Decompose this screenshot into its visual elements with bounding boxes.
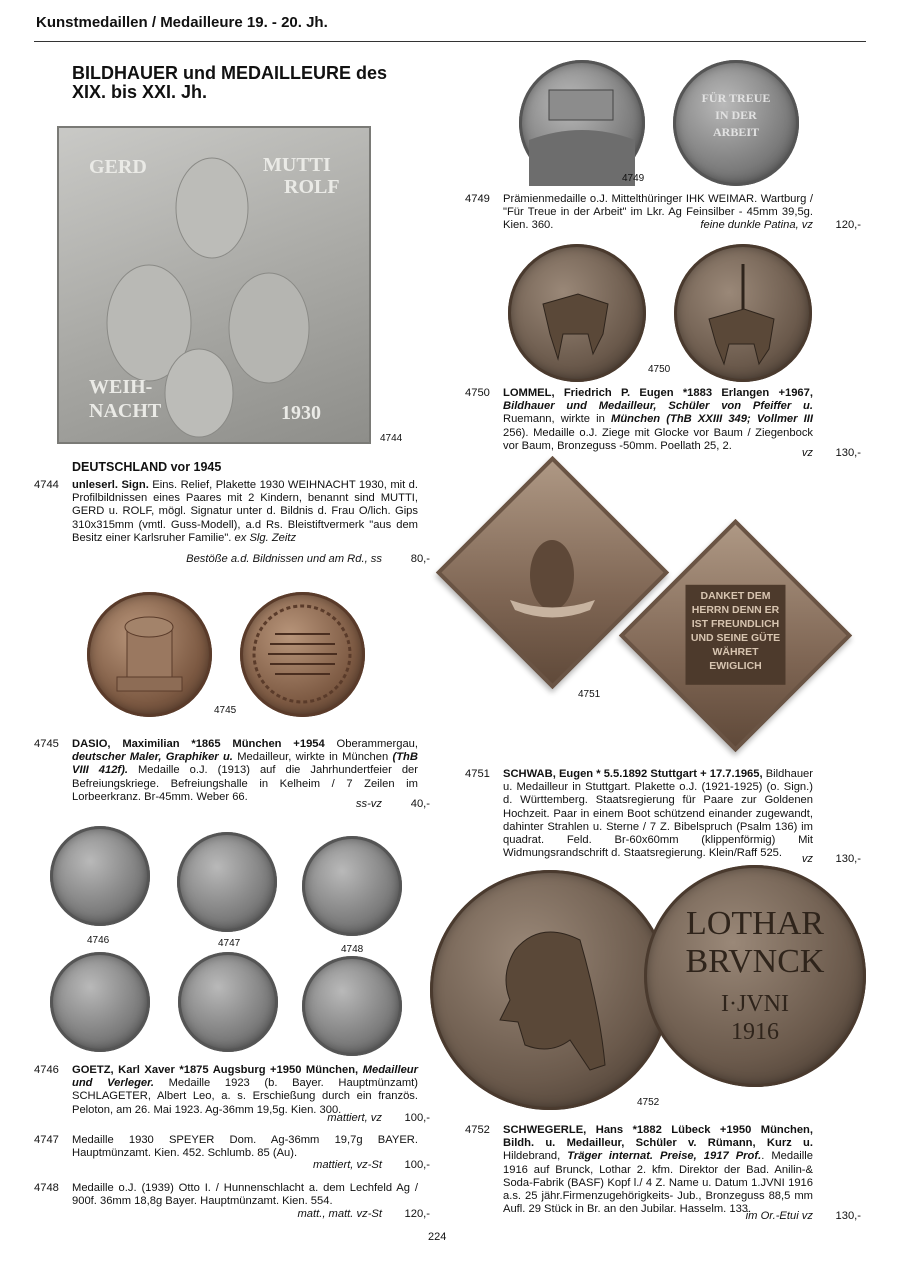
medal-4750-reverse: [674, 244, 812, 382]
lot-text: Ruemann, wirkte in: [503, 413, 612, 426]
caption-4752: 4752: [637, 1097, 660, 1108]
caption-4748: 4748: [341, 944, 364, 955]
medal-4752-rev-line3: I·JVNI: [721, 991, 789, 1017]
plaquette-4751-reverse-text: DANKET DEM HERRN DENN ER IST FREUNDLICH UND SEINE GÜTE WÄHRET EWIGLICH: [686, 585, 786, 685]
medal-4748-reverse: [302, 956, 402, 1056]
running-header: Kunstmedaillen / Medailleure 19. - 20. Jh.: [36, 14, 328, 31]
caption-4751: 4751: [578, 689, 601, 700]
lot-4750: [465, 387, 861, 467]
lot-artist: GOETZ, Karl Xaver *1875 Augsburg +1950 München,: [72, 1064, 359, 1076]
caption-4749: 4749: [622, 173, 645, 184]
lot-profession: deutscher Maler, Graphiker u.: [72, 751, 233, 764]
lot-price: 120,-: [835, 219, 861, 231]
lot-profession: Medailleur und Verleger.: [72, 1064, 418, 1090]
lot-description: [503, 387, 813, 453]
lot-description: [72, 479, 418, 545]
lot-price: 100,-: [404, 1159, 430, 1171]
lot-provenance: ex Slg. Zeitz: [234, 531, 297, 544]
medal-4746-reverse: [50, 952, 150, 1052]
lot-text: Medaille o.J. (1913) auf die Jahrhundertfeier der Befreiungskriege. Befreiungshalle in Kelheim / 7 Zeilen im Lorbeerkranz. Br-45mm. Weber 66.: [72, 764, 418, 803]
lot-condition: vz: [801, 853, 813, 865]
medal-4752-rev-line1: LOTHAR: [686, 905, 824, 942]
lot-price: 40,-: [410, 798, 430, 810]
lot-4744: [34, 479, 430, 571]
lot-reference: München (ThB XXIII 349; Vollmer III: [611, 413, 813, 426]
lot-number: 4745: [34, 738, 59, 750]
lot-number: 4752: [465, 1124, 490, 1136]
plaque-text-weih: WEIH-: [89, 376, 153, 398]
lot-text: 256).: [503, 426, 534, 439]
plaque-text-year: 1930: [281, 402, 321, 424]
lot-condition: im Or.-Etui vz: [745, 1210, 813, 1222]
header-rule: [34, 41, 866, 42]
lot-number: 4744: [34, 479, 59, 491]
lot-profession: Bildhauer und Medailleur, Schüler von Pfeiffer u.: [503, 400, 813, 413]
lot-number: 4750: [465, 387, 490, 399]
lot-artist: LOMMEL, Friedrich P. Eugen *1883 Erlangen +1967,: [503, 387, 813, 399]
lot-condition: mattiert, vz: [327, 1112, 382, 1124]
lot-4748: [34, 1182, 430, 1222]
lot-text: Bildhauer u. Medailleur in Stuttgart. Plakette o.J. (1921-1925) (o. Sign.) d. Württemberg. Staatsregierung für Paare zur Goldenen Hochzeit. Paar in einem Boot schützend einander zugewandt, dahinter Strahlen u. Sterne / 7 Z. Bibelspruch (Psalm 136) im quadrat. Feld. Br-60x60mm (klippenförmig) Mit Widmungsrandschrift d. Staatsregierung. Klein/Raff 525.: [503, 768, 813, 860]
medal-4749-reverse-text: FÜR TREUE IN DER ARBEIT: [701, 91, 771, 139]
lot-condition: vz: [801, 447, 813, 459]
lot-number: 4747: [34, 1134, 59, 1146]
medal-4752-rev-line2: BRVNCK: [685, 943, 825, 980]
medal-4752-reverse: [644, 865, 866, 1087]
lot-description: [72, 738, 418, 804]
caption-4744: 4744: [380, 433, 403, 444]
medal-4752-obverse: [430, 870, 670, 1110]
caption-4745: 4745: [214, 705, 237, 716]
lot-artist: DASIO, Maximilian *1865 München +1954: [72, 738, 325, 750]
lot-text: Medaille o.J. Ziege mit Glocke vor Baum / Ziegenbock vor Baum, Bronzeguss -50mm. Poellath 25, 2.: [503, 426, 814, 452]
medal-4747-reverse: [178, 952, 278, 1052]
medal-4752-rev-line4: 1916: [731, 1019, 779, 1045]
lot-text: Oberammergau,: [324, 738, 418, 750]
lot-condition: ss-vz: [355, 798, 382, 810]
medal-4750-obverse: [508, 244, 646, 382]
medal-4745-obverse: [87, 592, 212, 717]
lot-profession: Träger internat. Preise, 1917 Prof.: [567, 1150, 762, 1163]
medal-4749-reverse: [673, 60, 799, 186]
lot-number: 4749: [465, 193, 490, 205]
lot-description: [503, 768, 813, 860]
lot-condition: Bestöße a.d. Bildnissen und am Rd., ss: [186, 553, 382, 565]
lot-artist: SCHWAB, Eugen * 5.5.1892 Stuttgart + 17.7.1965,: [503, 768, 763, 780]
caption-4746: 4746: [87, 935, 110, 946]
lot-4745: [34, 738, 430, 818]
lot-price: 120,-: [404, 1208, 430, 1220]
lot-number: 4751: [465, 768, 490, 780]
lot-text: Hildebrand,: [503, 1150, 568, 1163]
medal-4745-reverse: [240, 592, 365, 717]
medal-4748-obverse: [302, 836, 402, 936]
lot-artist: unleserl. Sign.: [72, 479, 149, 491]
lot-price: 130,-: [835, 1210, 861, 1222]
plaque-text-nacht: NACHT: [89, 400, 162, 422]
lot-reference: (ThB VIII 412f).: [72, 751, 418, 777]
lot-4746: [34, 1064, 430, 1130]
medal-4749-obverse: [519, 60, 645, 186]
lot-number: 4748: [34, 1182, 59, 1194]
lot-text: Medailleur, wirkte in München: [232, 751, 393, 764]
lot-text: Eins. Relief, Plakette 1930 WEIHNACHT 1930, mit d. Profilbildnissen eines Paares mit 2 Kindern, benannt sind MUTTI, GERD u. ROLF, mögl. Signatur unter d. Bildnis d. Frau O/lich. Gips 310x315mm (vmtl. Guss-Modell), a.d Rs. Bleistiftvermerk "aus dem Besitz einer Karlsruher Familie".: [72, 479, 419, 544]
lot-4752: [465, 1124, 861, 1224]
lot-4747: [34, 1134, 430, 1174]
plaque-image-4744: [57, 126, 371, 444]
lot-4751: [465, 768, 861, 864]
lot-description: [72, 1064, 418, 1117]
lot-condition: matt., matt. vz-St: [297, 1208, 382, 1220]
page-number: 224: [428, 1231, 447, 1243]
caption-4747: 4747: [218, 938, 241, 949]
lot-text: . Medaille 1916 auf Brunck, Lothar 2. kfm. Direktor der Bad. Anilin-& Soda-Fabrik (BASF) Kopf l./ 4 Z. Name u. Datum 1.JVNI 1916 a.s. 25 jähr.Firmenzugehörigkeits- Jub., Bronzeguss 88,5 mm Aufl. 29 Stück in Br. an den Jubilar. Hasselm. 133.: [503, 1150, 813, 1216]
lot-condition: mattiert, vz-St: [313, 1159, 382, 1171]
plaque-text-gerd: GERD: [89, 156, 147, 178]
lot-description: Medaille 1930 SPEYER Dom. Ag-36mm 19,7g BAYER. Hauptmünzamt. Kien. 452. Schlumb. 85 (Au).: [72, 1134, 418, 1160]
plaque-text-rolf: ROLF: [284, 176, 340, 198]
section-title: BILDHAUER und MEDAILLEURE des XIX. bis XXI. Jh.: [72, 63, 387, 102]
lot-price: 130,-: [835, 853, 861, 865]
plaque-text-mutti: MUTTI: [263, 154, 331, 176]
lot-price: 130,-: [835, 447, 861, 459]
medal-4746-obverse: [50, 826, 150, 926]
lot-price: 80,-: [410, 553, 430, 565]
plaquette-4751-reverse: [619, 519, 852, 752]
caption-4750: 4750: [648, 364, 671, 375]
lot-4749: [465, 193, 861, 233]
lot-artist: SCHWEGERLE, Hans *1882 Lübeck +1950 München, Bildh. u. Medailleur, Schüler v. Rümann, Kurz u.: [503, 1124, 813, 1150]
lot-description: [503, 1124, 813, 1216]
lot-text: Medaille 1923 (b. Bayer. Hauptmünzamt) SCHLAGETER, Albert Leo, a. s. Erschießung durch ein französ. Peloton, am 26. Mai 1923. Ag-36mm 19,5g. Kien. 300.: [72, 1077, 418, 1116]
plaquette-4751-obverse: [436, 456, 669, 689]
lot-condition: feine dunkle Patina, vz: [700, 219, 813, 231]
lot-number: 4746: [34, 1064, 59, 1076]
lot-price: 100,-: [404, 1112, 430, 1124]
subhead-deutschland: DEUTSCHLAND vor 1945: [72, 460, 222, 474]
medal-4747-obverse: [177, 832, 277, 932]
lot-description: Prämienmedaille o.J. Mittelthüringer IHK WEIMAR. Wartburg / "Für Treue in der Arbeit" im Lkr. Ag Feinsilber - 45mm 39,5g. Kien. 360.: [503, 193, 813, 232]
lot-description: Medaille o.J. (1939) Otto I. / Hunnenschlacht a. dem Lechfeld Ag / 900f. 36mm 18,8g Bayer. Hauptmünzamt. Kien. 554.: [72, 1182, 418, 1208]
